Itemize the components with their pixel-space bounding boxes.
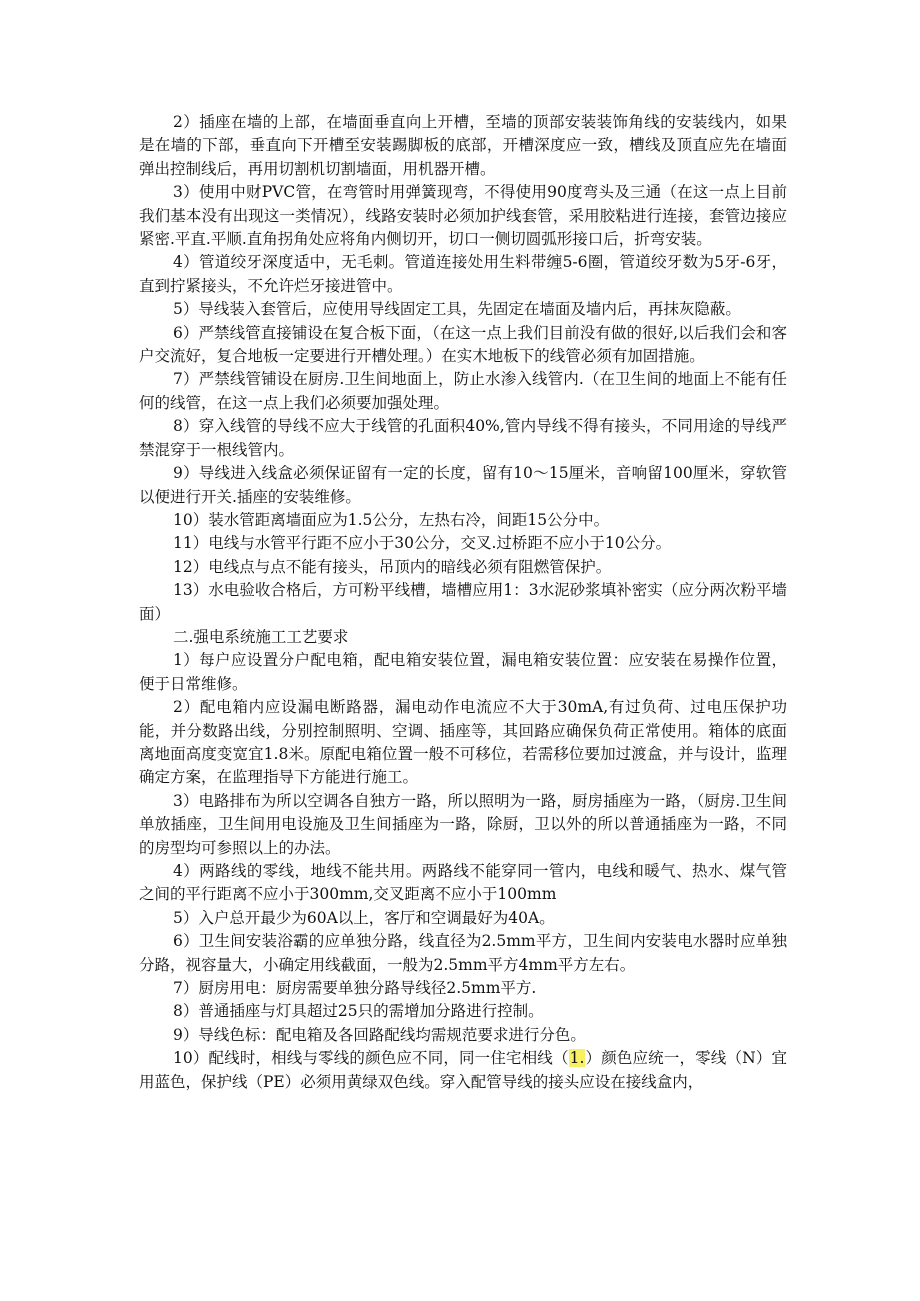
paragraph-item: 2）配电箱内应设漏电断路器，漏电动作电流应不大于30mA,有过负荷、过电压保护功能，并分数路出线，分别控制照明、空调、插座等，其回路应确保负荷正常使用。箱体的底面离地面高度变宽宜1.8米。原配电箱位置一般不可移位，若需移位要加过渡盒，并与设计，监理确定方案，在监理指导下方能进行施工。 [139, 698, 787, 787]
paragraph-item: 1）每户应设置分户配电箱，配电箱安装位置，漏电箱安装位置：应安装在易操作位置，便于日常维修。 [139, 651, 787, 693]
paragraph-item: 3）电路排布为所以空调各自独方一路，所以照明为一路，厨房插座为一路，（厨房.卫生间单放插座，卫生间用电设施及卫生间插座为一路，除厨，卫以外的所以普通插座为一路，不同的房型均可参照以上的办法。 [139, 791, 787, 857]
paragraph-item: 2）插座在墙的上部，在墙面垂直向上开槽，至墙的顶部安装装饰角线的安装线内，如果是在墙的下部，垂直向下开槽至安装踢脚板的底部，开槽深度应一致，槽线及顶直应先在墙面弹出控制线后，再用切割机切割墙面，用机器开槽。 [139, 113, 787, 178]
highlighted-text: 1. [569, 1049, 585, 1068]
paragraph-item: 8）穿入线管的导线不应大于线管的孔面积40%,管内导线不得有接头，不同用途的导线严禁混穿于一根线管内。 [139, 417, 787, 459]
paragraph-item: 11）电线与水管平行距不应小于30公分，交叉.过桥距不应小于10公分。 [173, 534, 672, 553]
paragraph-last [139, 1047, 787, 1094]
paragraph-item: 7）严禁线管铺设在厨房.卫生间地面上，防止水渗入线管内.（在卫生间的地面上不能有任何的线管，在这一点上我们必须要加强处理。 [139, 370, 787, 412]
paragraph-item: 8）普通插座与灯具超过25只的需增加分路进行控制。 [173, 1002, 544, 1021]
paragraph-item: 10）装水管距离墙面应为1.5公分，左热右冷，间距15公分中。 [173, 510, 610, 529]
paragraph-item: 9）导线进入线盒必须保证留有一定的长度，留有10～15厘米，音响留100厘米，穿软管以便进行开关.插座的安装维修。 [139, 464, 787, 506]
paragraph-item: 5）导线装入套管后，应使用导线固定工具，先固定在墙面及墙内后，再抹灰隐蔽。 [173, 300, 741, 319]
paragraph-item: 4）两路线的零线，地线不能共用。两路线不能穿同一管内，电线和暖气、热水、煤气管之间的平行距离不应小于300mm,交叉距离不应小于100mm [139, 862, 787, 904]
paragraph-item: 5）入户总开最少为60A以上，客厅和空调最好为40A。 [173, 908, 555, 927]
document-body [139, 111, 787, 1094]
last-paragraph-after: ）颜色应统一，零线（N）宜用蓝色，保护线（PE）必须用黄绿双色线。穿入配管导线的接头应设在接线盒内， [139, 1049, 787, 1091]
last-paragraph-before: 10）配线时，相线与零线的颜色应不同，同一住宅相线（ [173, 1049, 569, 1068]
paragraph-item: 9）导线色标：配电箱及各回路配线均需规范要求进行分色。 [173, 1025, 586, 1044]
paragraph-item: 4）管道绞牙深度适中，无毛刺。管道连接处用生料带缠5-6圈，管道绞牙数为5牙-6牙，直到拧紧接头，不允许烂牙接进管中。 [139, 253, 787, 295]
section-heading: 二.强电系统施工工艺要求 [173, 627, 349, 646]
paragraph-item: 12）电线点与点不能有接头，吊顶内的暗线必须有阻燃管保护。 [173, 557, 612, 576]
paragraph-item: 13）水电验收合格后，方可粉平线槽，墙槽应用1：3水泥砂浆填补密实（应分两次粉平墙面） [139, 581, 787, 623]
paragraph-item: 7）厨房用电：厨房需要单独分路导线径2.5mm平方. [173, 979, 537, 998]
paragraph-item: 6）卫生间安装浴霸的应单独分路，线直径为2.5mm平方，卫生间内安装电水器时应单独分路，视容量大，小确定用线截面，一般为2.5mm平方4mm平方左右。 [139, 932, 787, 974]
paragraph-item: 3）使用中财PVC管，在弯管时用弹簧现弯，不得使用90度弯头及三通（在这一点上目前我们基本没有出现这一类情况），线路安装时必须加护线套管，采用胶粘进行连接，套管边接应紧密.平直.平顺.直角拐角处应将角内侧切开，切口一侧切圆弧形接口后，折弯安装。 [139, 183, 787, 249]
paragraph-item: 6）严禁线管直接铺设在复合板下面，（在这一点上我们目前没有做的很好,以后我们会和客户交流好，复合地板一定要进行开槽处理。）在实木地板下的线管必须有加固措施。 [139, 323, 787, 366]
